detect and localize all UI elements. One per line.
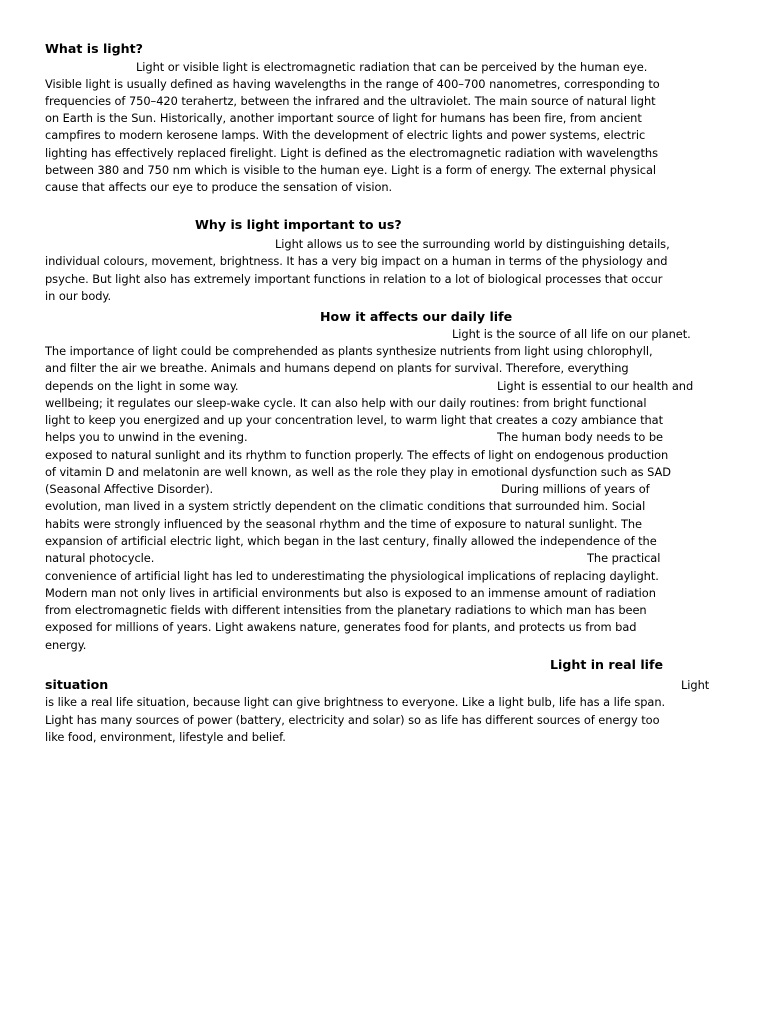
paragraph-line: lighting has effectively replaced firelight. Light is defined as the electromagnetic radiation with wavelengths bbox=[45, 146, 658, 160]
paragraph-line: like food, environment, lifestyle and belief. bbox=[45, 730, 286, 744]
paragraph-line: expansion of artificial electric light, which began in the last century, finally allowed the independence of the bbox=[45, 534, 657, 548]
paragraph-line: Light is the source of all life on our planet. bbox=[452, 327, 691, 341]
heading-what-is-light: What is light? bbox=[45, 41, 143, 56]
paragraph-line: frequencies of 750–420 terahertz, between the infrared and the ultraviolet. The main source of natural light bbox=[45, 94, 656, 108]
heading-light-in-real-life: Light in real life bbox=[550, 657, 663, 672]
paragraph-line: energy. bbox=[45, 638, 87, 652]
paragraph-line: Light bbox=[681, 678, 710, 692]
paragraph-line: is like a real life situation, because light can give brightness to everyone. Like a light bulb, life has a life span. bbox=[45, 695, 666, 709]
paragraph-line: on Earth is the Sun. Historically, another important source of light for humans has been fire, from ancient bbox=[45, 111, 642, 125]
heading-why-is-light-important: Why is light important to us? bbox=[195, 217, 402, 232]
paragraph-line: from electromagnetic fields with different intensities from the planetary radiations to which man has been bbox=[45, 603, 647, 617]
paragraph-line: evolution, man lived in a system strictly dependent on the climatic conditions that surrounded him. Social bbox=[45, 499, 646, 513]
paragraph-line: The practical bbox=[587, 551, 661, 565]
paragraph-line: helps you to unwind in the evening. bbox=[45, 430, 248, 444]
paragraph-line: cause that affects our eye to produce the sensation of vision. bbox=[45, 180, 393, 194]
paragraph-line: wellbeing; it regulates our sleep-wake cycle. It can also help with our daily routines: from bright functional bbox=[45, 396, 647, 410]
paragraph-line: Light has many sources of power (battery, electricity and solar) so as life has different sources of energy too bbox=[45, 713, 660, 727]
paragraph-line: and filter the air we breathe. Animals and humans depend on plants for survival. Therefore, everything bbox=[45, 361, 629, 375]
heading-situation: situation bbox=[45, 677, 109, 692]
paragraph-line: During millions of years of bbox=[501, 482, 650, 496]
paragraph-line: (Seasonal Affective Disorder). bbox=[45, 482, 214, 496]
paragraph-line: Light is essential to our health and bbox=[497, 379, 694, 393]
paragraph-line: depends on the light in some way. bbox=[45, 379, 239, 393]
paragraph-line: habits were strongly influenced by the seasonal rhythm and the time of exposure to natural sunlight. The bbox=[45, 517, 642, 531]
paragraph-line: of vitamin D and melatonin are well known, as well as the role they play in emotional dysfunction such as SAD bbox=[45, 465, 671, 479]
paragraph-line: campfires to modern kerosene lamps. With the development of electric lights and power systems, electric bbox=[45, 128, 646, 142]
paragraph-line: Light allows us to see the surrounding world by distinguishing details, bbox=[275, 237, 670, 251]
paragraph-line: between 380 and 750 nm which is visible to the human eye. Light is a form of energy. The external physical bbox=[45, 163, 657, 177]
paragraph-line: Visible light is usually defined as having wavelengths in the range of 400–700 nanometres, corresponding to bbox=[45, 77, 660, 91]
paragraph-line: exposed for millions of years. Light awakens nature, generates food for plants, and protects us from bad bbox=[45, 620, 637, 634]
paragraph-line: natural photocycle. bbox=[45, 551, 155, 565]
heading-how-it-affects-daily-life: How it affects our daily life bbox=[320, 309, 513, 324]
paragraph-line: The importance of light could be comprehended as plants synthesize nutrients from light using chlorophyll, bbox=[45, 344, 653, 358]
paragraph-line: exposed to natural sunlight and its rhythm to function properly. The effects of light on endogenous production bbox=[45, 448, 669, 462]
paragraph-line: light to keep you energized and up your concentration level, to warm light that creates a cozy ambiance that bbox=[45, 413, 664, 427]
paragraph-line: Light or visible light is electromagnetic radiation that can be perceived by the human eye. bbox=[136, 60, 648, 74]
paragraph-line: The human body needs to be bbox=[497, 430, 663, 444]
paragraph-line: Modern man not only lives in artificial environments but also is exposed to an immense amount of radiation bbox=[45, 586, 656, 600]
paragraph-line: individual colours, movement, brightness. It has a very big impact on a human in terms of the physiology and bbox=[45, 254, 668, 268]
paragraph-line: convenience of artificial light has led to underestimating the physiological implications of replacing daylight. bbox=[45, 569, 659, 583]
paragraph-line: in our body. bbox=[45, 289, 112, 303]
paragraph-line: psyche. But light also has extremely important functions in relation to a lot of biological processes that occur bbox=[45, 272, 663, 286]
